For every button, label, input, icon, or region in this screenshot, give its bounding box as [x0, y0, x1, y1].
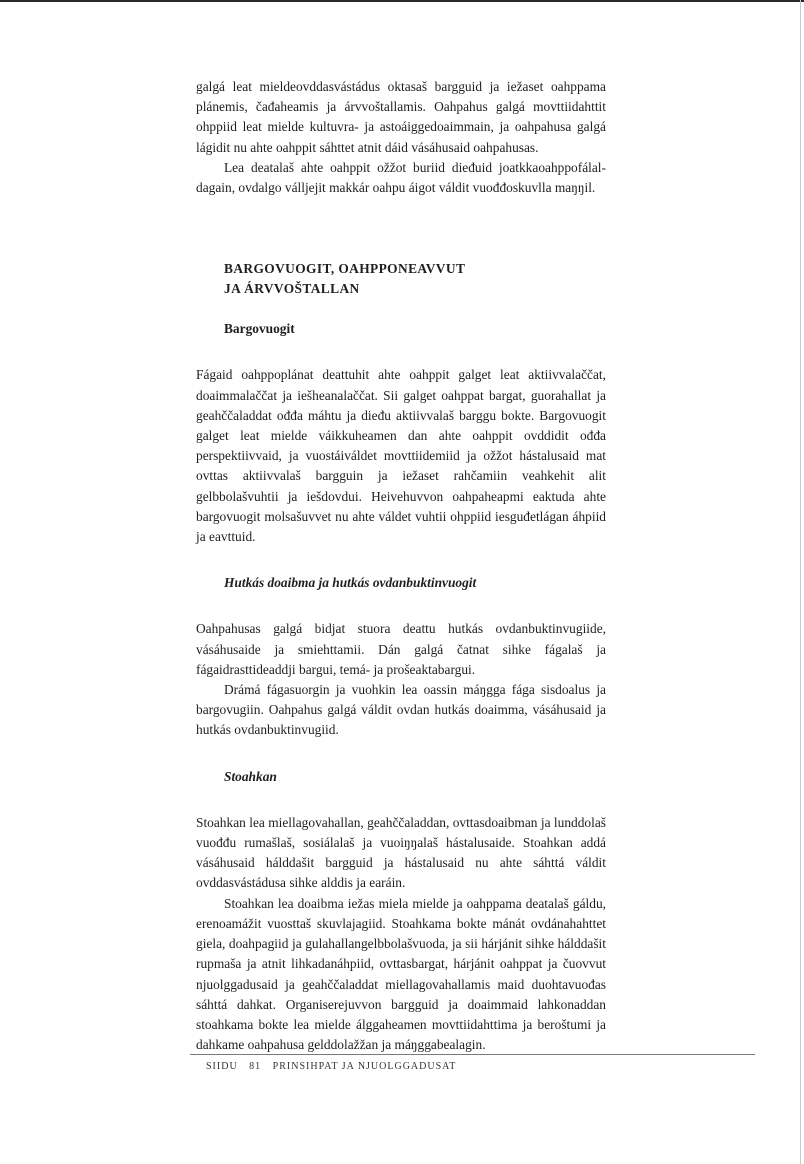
footer-rule [190, 1054, 755, 1055]
footer-page-number: 81 [249, 1061, 262, 1072]
bargovuogit-paragraph-1: Fágaid oahppoplánat deattuhit ahte oahppit galget leat aktiivvalaččat, doaimmalaččat ja iešheanalaččat. Sii galget oahppat bargat, guorahallat ja geahččaladdat ođđa máhtu ja dieđu aktiivvalaš barggu bokte. Bargovuogit galget leat mielde váikkuheamen dan ahte oahppit ovddidit ođđa perspektiivvaid, ja vuostáiváldet movttiidemiid ja ožžot hástalusaid mat ovttas aktiivvalaš bargguin ja iežaset rahčamiin veahkehit alit gelbbolašvuhtii ja iešdovdui. Heivehuvvon oahpaheapmi eaktuda ahte bargovuogit molsašuvvet nu ahte váldet vuhtii ohppiid iesguđetlágan áhpiid ja eavttuid. [196, 367, 606, 545]
section-heading-bargovuogit: Bargovuogit [224, 321, 295, 337]
page-body [196, 77, 606, 1055]
intro-paragraph-1: galgá leat mieldeovddasvástádus oktasaš bargguid ja iežaset oahppama plánemis, čađaheamis ja árvvoštallamis. Oahpahus galgá movttiidahttit ohppiid leat mielde kultuvra- ja astoáiggedoaimmain, ja oahpahusa galgá lágidit nu ahte oahppit sáhttet atnit dáid vásáhusaid oahpahusas. [196, 79, 606, 155]
page-footer [206, 1061, 464, 1072]
stoahkan-paragraph-2: Stoahkan lea doaibma iežas miela mielde ja oahppama deatalaš gáldu, erenoamážit vuosttaš skuvlajagiid. Stoahkama bokte mánát ovdánahahttet giela, doahpagiid ja gulahallangelbbolašvuoda, ja sii hárjánit sihke hálddašit rupmaša ja atnit lihkadanáhpiid, ovttasbargat, hárjánit oahppat ja čuovvut njuolggadusaid ja geahččaladdat miellagovahallamis maid duohtavuođas sáhttá dahkat. Organiserejuvvon bargguid ja doaimmaid lahkonaddan stoahkama bokte lea mielde álggaheamen movttiidahttima ja beroštumi ja dahkame oahpahusa gelddolažžan ja máŋggabealagin. [196, 895, 606, 1053]
page-top-edge [0, 0, 804, 2]
subsection-heading-hutkas: Hutkás doaibma ja hutkás ovdanbuktinvuogit [224, 575, 477, 591]
intro-paragraph-2: Lea deatalaš ahte oahppit ožžot buriid dieđuid joatkkaoahppofálal-dagain, ovdalgo válljejit makkár oahpu áigot váldit vuođđoskuvlla maŋŋil. [196, 159, 606, 196]
hutkas-paragraph-1: Oahpahusas galgá bidjat stuora deattu hutkás ovdanbuktinvugiide, vásáhusaide ja smiehttamii. Dán galgá čatnat sihke fágalaš ja fágaidrasttideaddji bargui, temá- ja prošeaktabargui. [196, 621, 606, 677]
chapter-title [196, 259, 606, 299]
hutkas-paragraph-2: Drámá fágasuorgin ja vuohkin lea oassin máŋgga fága sisdoalus ja bargovugiin. Oahpahus galgá váldit ovdan hutkás doaimma, vásáhusaid ja hutkás ovdanbuktinvugiid. [196, 682, 606, 738]
page-right-edge [800, 0, 801, 1164]
footer-page-label: SIIDU [206, 1061, 238, 1072]
subsection-heading-stoahkan: Stoahkan [224, 768, 277, 784]
chapter-title-line-1: BARGOVUOGIT, OAHPPONEAVVUT [224, 261, 466, 277]
stoahkan-paragraph-1: Stoahkan lea miellagovahallan, geahččaladdan, ovttasdoaibman ja lunddolaš vuođđu rumašlaš, sosiálalaš ja vuoiŋŋalaš hástalusaide. Stoahkan addá vásáhusaid hálddašit bargguid ja hástalusaid nu ahte sáhttá váldit ovddasvástádusa sihke alddis ja earáin. [196, 814, 606, 891]
chapter-title-line-2: JA ÁRVVOŠTALLAN [224, 281, 360, 297]
footer-running-title: PRINSIHPAT JA NJUOLGGADUSAT [272, 1061, 457, 1072]
